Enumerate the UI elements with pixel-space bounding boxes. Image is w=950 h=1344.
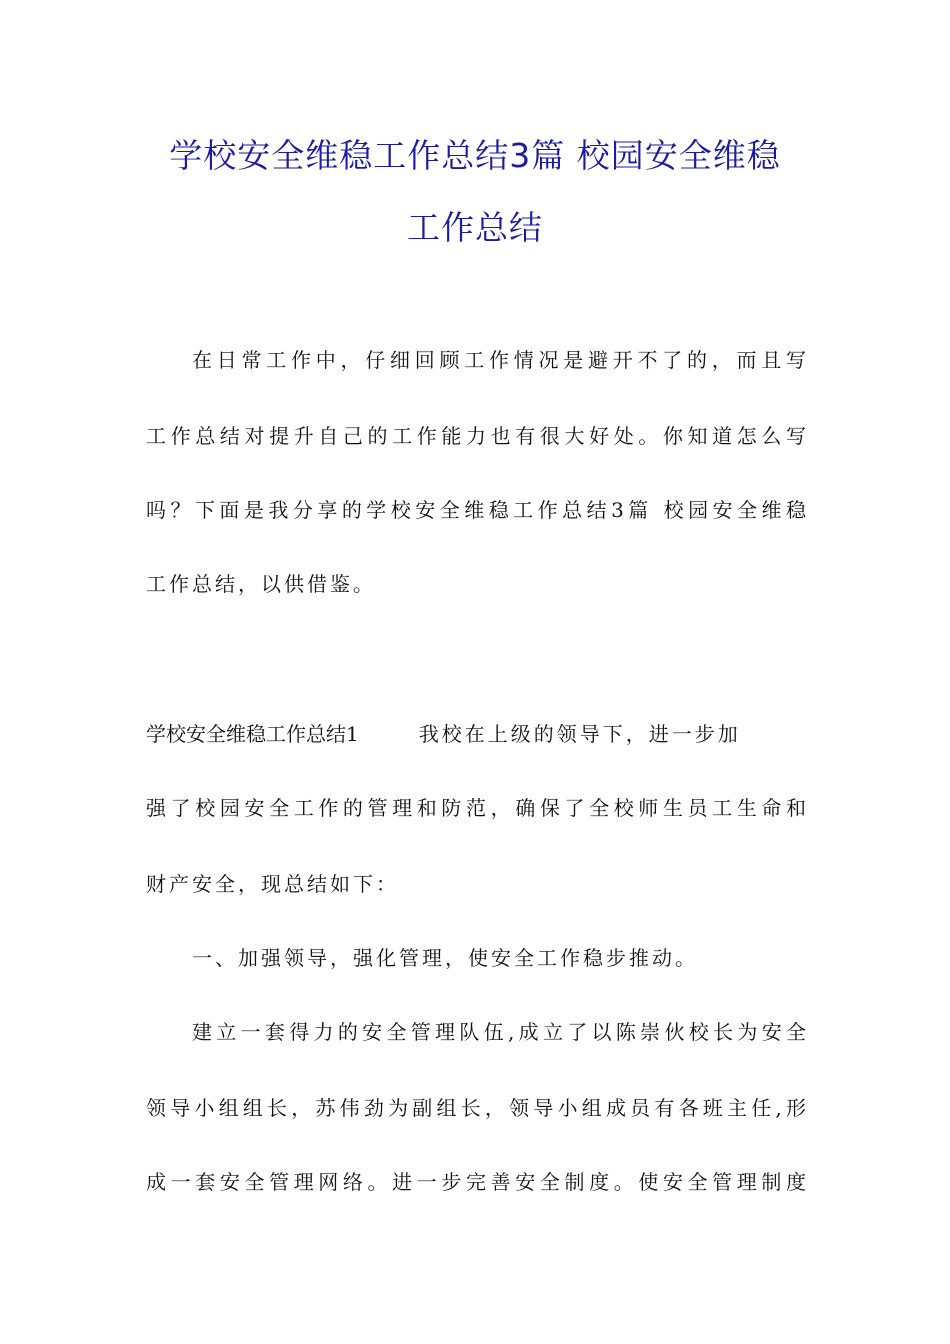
section1-heading: 学校安全维稳工作总结1 xyxy=(146,722,359,746)
section1-para2-line-3: 成一套安全管理网络。进一步完善安全制度。使安全管理制度 xyxy=(146,1170,806,1194)
intro-line-2: 工作总结对提升自己的工作能力也有很大好处。你知道怎么写 xyxy=(146,424,806,448)
section1-para2-line-2: 领导小组组长，苏伟劲为副组长，领导小组成员有各班主任,形 xyxy=(146,1096,806,1120)
section1-first-line-text: 我校在上级的领导下，进一步加 xyxy=(418,722,741,746)
document-title-line-1: 学校安全维稳工作总结3篇 校园安全维稳 xyxy=(169,136,781,175)
section1-line-2: 强了校园安全工作的管理和防范，确保了全校师生员工生命和 xyxy=(146,796,806,820)
intro-line-1: 在日常工作中，仔细回顾工作情况是避开不了的，而且写 xyxy=(192,348,806,372)
section1-line-3: 财产安全，现总结如下： xyxy=(146,872,399,896)
intro-line-4: 工作总结，以供借鉴。 xyxy=(146,572,376,596)
document-title-line-2: 工作总结 xyxy=(407,208,543,247)
section1-first-line xyxy=(146,719,806,749)
section1-point-1: 一、加强领导，强化管理，使安全工作稳步推动。 xyxy=(192,946,698,970)
intro-line-3: 吗？下面是我分享的学校安全维稳工作总结3篇 校园安全维稳 xyxy=(146,498,806,522)
section1-para2-line-1: 建立一套得力的安全管理队伍,成立了以陈崇伙校长为安全 xyxy=(192,1020,806,1044)
